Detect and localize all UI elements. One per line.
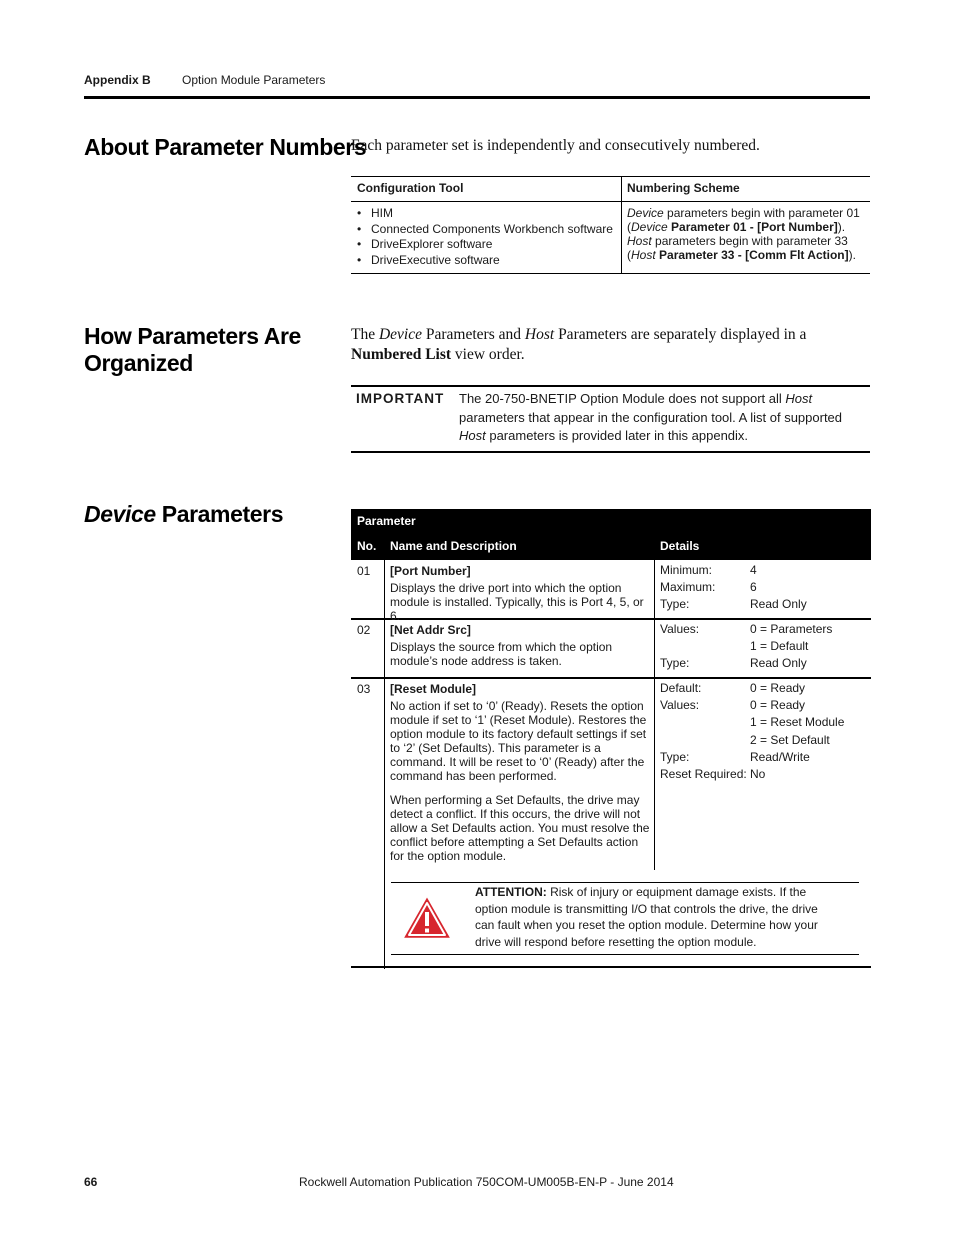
row-rule	[351, 966, 871, 968]
param-no: 01	[357, 564, 371, 578]
param-no: 03	[357, 682, 371, 696]
table-divider	[654, 560, 655, 870]
publication-info: Rockwell Automation Publication 750COM-UM005B-EN-P - June 2014	[299, 1175, 674, 1189]
numbering-table	[351, 176, 870, 274]
detail-value: 1 = Reset Module	[750, 715, 845, 729]
important-label: IMPORTANT	[356, 391, 445, 406]
heading-rest: Parameters	[155, 501, 284, 527]
col-header-numbering-scheme: Numbering Scheme	[627, 181, 740, 195]
text-run: The	[351, 326, 379, 343]
col-group-parameter: Parameter	[357, 514, 416, 528]
param-no: 02	[357, 623, 371, 637]
detail-value: No	[750, 767, 766, 781]
page-number: 66	[84, 1175, 98, 1189]
param-name: [Reset Module]	[390, 682, 477, 696]
param-desc: No action if set to ‘0’ (Ready). Resets the option module if set to ‘1’ (Reset Module). Restores the option module to its factory default settings if set to ‘2’ (Set Defaults). This parameter is a command. It will be reset to ‘0’ (Ready) after the command has been performed.	[390, 699, 647, 783]
numbering-scheme-text	[627, 206, 867, 262]
about-intro: Each parameter set is independently and consecutively numbered.	[351, 137, 760, 154]
detail-value: Read Only	[750, 597, 807, 611]
host-word: Host	[627, 234, 652, 248]
organized-paragraph	[351, 325, 870, 365]
text-run: Parameters and	[422, 326, 525, 343]
list-item: • DriveExecutive software	[357, 253, 613, 269]
warning-triangle-icon	[399, 892, 455, 942]
tool-list	[357, 206, 613, 268]
col-header-name: Name and Description	[390, 539, 517, 553]
device-word: Device	[84, 501, 156, 527]
table-rule	[351, 273, 870, 274]
text-run: Parameters are separately displayed in a	[554, 326, 807, 343]
param-desc: When performing a Set Defaults, the drive may detect a conflict. If this occurs, the drive will not allow a Set Defaults action. You must resolve the conflict before attempting a Set Defaults action for the option module.	[390, 793, 650, 863]
attention-text	[475, 884, 837, 950]
attention-label: ATTENTION:	[475, 885, 547, 899]
detail-label: Default:	[660, 681, 702, 695]
detail-value: 4	[750, 563, 757, 577]
text-run: Risk of injury or equipment damage exists. If the option module is transmitting I/O that controls the drive, the drive can fault when you reset the option module. Determine how your drive will respond before resetting the option module.	[475, 885, 818, 949]
device-param-ref: Parameter 01 - [Port Number]	[671, 220, 838, 234]
text-run: parameters is provided later in this appendix.	[485, 428, 749, 443]
table-header	[351, 509, 871, 560]
detail-value: 2 = Set Default	[750, 733, 830, 747]
section-label: Option Module Parameters	[182, 73, 326, 87]
device-word: Device	[378, 326, 423, 343]
note-rule	[351, 451, 870, 453]
device-word: Device	[631, 220, 668, 234]
close-paren: ).	[837, 220, 846, 234]
organized-heading-line1: How Parameters Are	[84, 323, 301, 349]
host-word: Host	[459, 428, 486, 443]
detail-label: Type:	[660, 656, 690, 670]
organized-heading	[84, 323, 301, 377]
param-desc: Displays the drive port into which the option module is installed. Typically, this is Port 4, 5, or 6.	[390, 581, 644, 623]
detail-value: 0 = Ready	[750, 681, 806, 695]
param-name: [Net Addr Src]	[390, 623, 471, 637]
important-text	[459, 390, 870, 446]
running-header	[84, 73, 326, 87]
table-rule	[351, 176, 870, 177]
detail-label: Values:	[660, 698, 700, 712]
param-name: [Port Number]	[390, 564, 471, 578]
detail-value: 0 = Ready	[750, 698, 806, 712]
list-item: • DriveExplorer software	[357, 237, 613, 253]
table-divider	[621, 176, 622, 274]
table-rule	[351, 201, 870, 202]
attention-rule	[391, 954, 859, 955]
param-desc: Displays the source from which the option module’s node address is taken.	[390, 640, 613, 668]
attention-rule	[391, 882, 859, 883]
device-heading	[84, 501, 283, 528]
table-divider	[384, 560, 385, 969]
detail-label: Type:	[660, 597, 690, 611]
host-word: Host	[524, 326, 555, 343]
col-header-config-tool: Configuration Tool	[357, 181, 464, 195]
detail-value: 6	[750, 580, 757, 594]
detail-label: Maximum:	[660, 580, 716, 594]
detail-label: Values:	[660, 622, 700, 636]
col-header-no: No.	[357, 539, 377, 553]
detail-value: Read/Write	[750, 750, 810, 764]
close-paren: ).	[848, 248, 856, 262]
list-item: • Connected Components Workbench software	[357, 222, 613, 238]
host-scheme-text: parameters begin with parameter 33 (	[627, 234, 848, 262]
organized-heading-line2: Organized	[84, 350, 193, 376]
detail-label: Reset Required:	[660, 767, 747, 781]
detail-label: Type:	[660, 750, 690, 764]
about-heading: About Parameter Numbers	[84, 134, 367, 160]
important-note	[351, 385, 870, 453]
device-parameters-table	[351, 509, 871, 969]
detail-value: 0 = Parameters	[750, 622, 833, 636]
appendix-label: Appendix B	[84, 73, 151, 87]
host-word: Host	[785, 391, 813, 406]
host-param-ref: Parameter 33 - [Comm Flt Action]	[659, 248, 849, 262]
detail-value: Read Only	[750, 656, 807, 670]
note-rule	[351, 385, 870, 387]
numbered-list-term: Numbered List	[351, 346, 452, 363]
text-run: view order.	[451, 346, 525, 363]
device-word: Device	[627, 206, 664, 220]
detail-label: Minimum:	[660, 563, 713, 577]
host-word: Host	[631, 248, 656, 262]
detail-value: 1 = Default	[750, 639, 809, 653]
device-scheme-text: parameters begin with parameter 01 (	[627, 206, 860, 234]
header-rule	[84, 96, 870, 99]
text-run: parameters that appear in the configuration tool. A list of supported	[459, 409, 843, 425]
list-item: • HIM	[357, 206, 613, 222]
col-header-details: Details	[660, 539, 700, 553]
row-rule	[351, 677, 871, 679]
text-run: The 20-750-BNETIP Option Module does not support all	[459, 391, 786, 406]
